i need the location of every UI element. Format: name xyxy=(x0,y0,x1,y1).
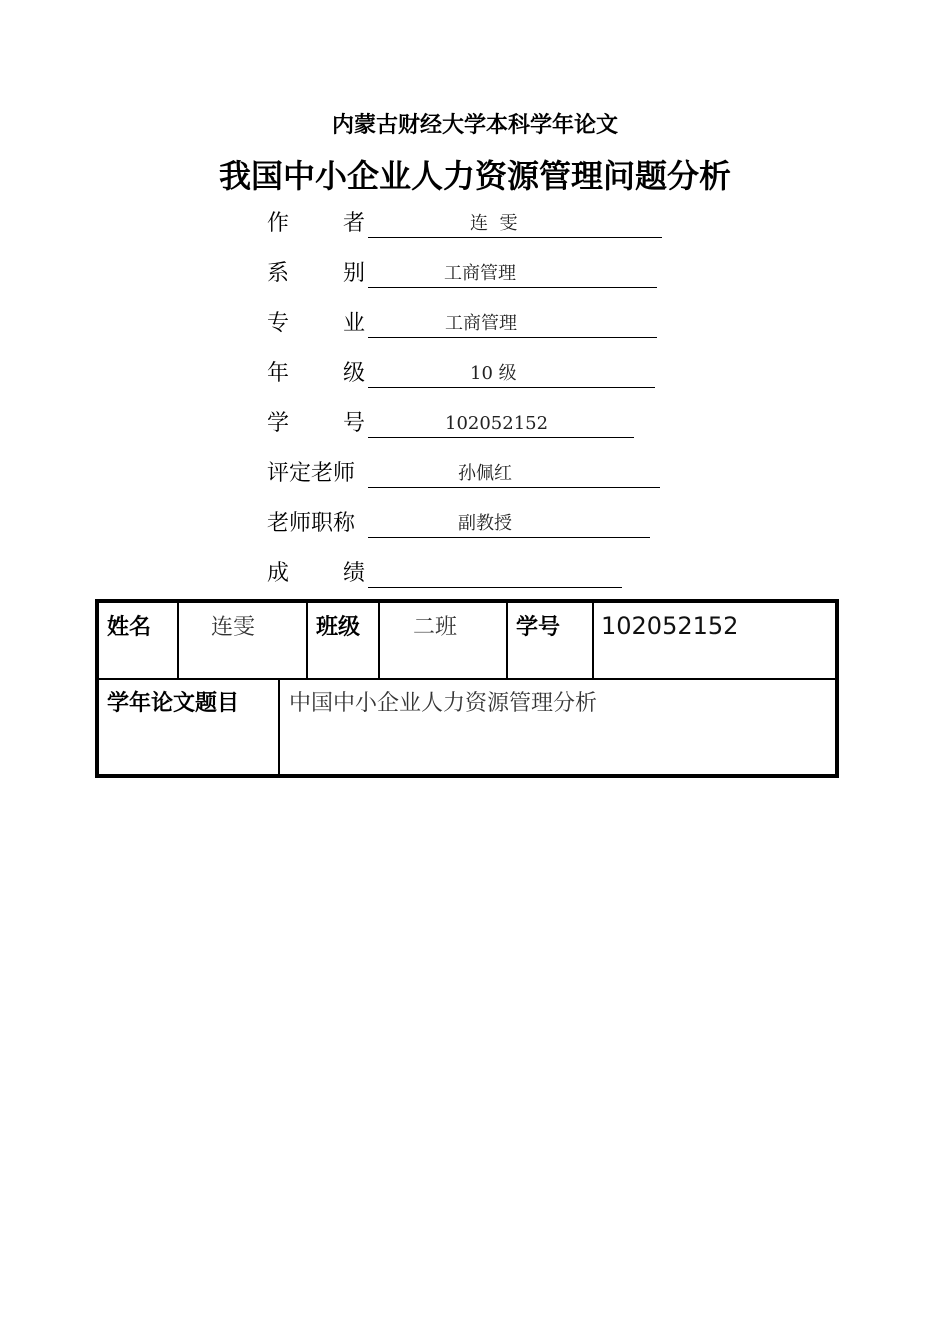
label-char: 者 xyxy=(343,211,366,236)
info-value-major: 工商管理 xyxy=(368,311,657,338)
label-char: 级 xyxy=(343,361,366,386)
label-text: 评定老师 xyxy=(267,461,356,486)
info-label-score xyxy=(267,559,365,589)
name-label: 姓名 xyxy=(107,615,152,640)
table-col-divider xyxy=(506,603,508,679)
info-label-department xyxy=(267,259,365,289)
student-info-table xyxy=(95,599,839,778)
name-value: 连雯 xyxy=(211,615,256,640)
student-id-value: 102052152 xyxy=(601,612,739,640)
topic-value: 中国中小企业人力资源管理分析 xyxy=(289,691,598,716)
table-col-divider xyxy=(278,679,280,774)
info-value-advisor: 孙佩红 xyxy=(368,461,660,488)
class-label: 班级 xyxy=(316,615,361,640)
table-col-divider xyxy=(306,603,308,679)
thesis-title: 我国中小企业人力资源管理问题分析 xyxy=(218,157,731,195)
table-col-divider xyxy=(177,603,179,679)
table-row-divider xyxy=(99,678,835,680)
label-char: 年 xyxy=(267,361,290,386)
student-id-label: 学号 xyxy=(516,615,561,640)
topic-label: 学年论文题目 xyxy=(107,691,240,716)
info-label-author xyxy=(267,209,365,239)
info-value-author: 连 雯 xyxy=(368,211,662,238)
info-value-score xyxy=(368,561,622,588)
label-char: 绩 xyxy=(343,561,366,586)
label-char: 专 xyxy=(267,311,290,336)
info-value-grade: 10 级 xyxy=(368,361,655,388)
label-char: 业 xyxy=(343,311,366,336)
info-value-department: 工商管理 xyxy=(368,261,657,288)
university-title: 内蒙古财经大学本科学年论文 xyxy=(331,112,618,138)
info-label-major xyxy=(267,309,365,339)
table-col-divider xyxy=(378,603,380,679)
info-label-advisor xyxy=(267,459,355,489)
info-value-student-id: 102052152 xyxy=(368,411,634,438)
label-char: 别 xyxy=(343,261,366,286)
info-label-student-id xyxy=(267,409,365,439)
class-value: 二班 xyxy=(413,615,458,640)
table-col-divider xyxy=(592,603,594,679)
label-char: 成 xyxy=(267,561,290,586)
info-label-grade xyxy=(267,359,365,389)
info-label-advisor-title xyxy=(267,509,355,539)
label-char: 学 xyxy=(267,411,290,436)
label-text: 老师职称 xyxy=(267,511,356,536)
label-char: 作 xyxy=(267,211,290,236)
label-char: 号 xyxy=(343,411,366,436)
label-char: 系 xyxy=(267,261,290,286)
info-value-advisor-title: 副教授 xyxy=(368,511,650,538)
